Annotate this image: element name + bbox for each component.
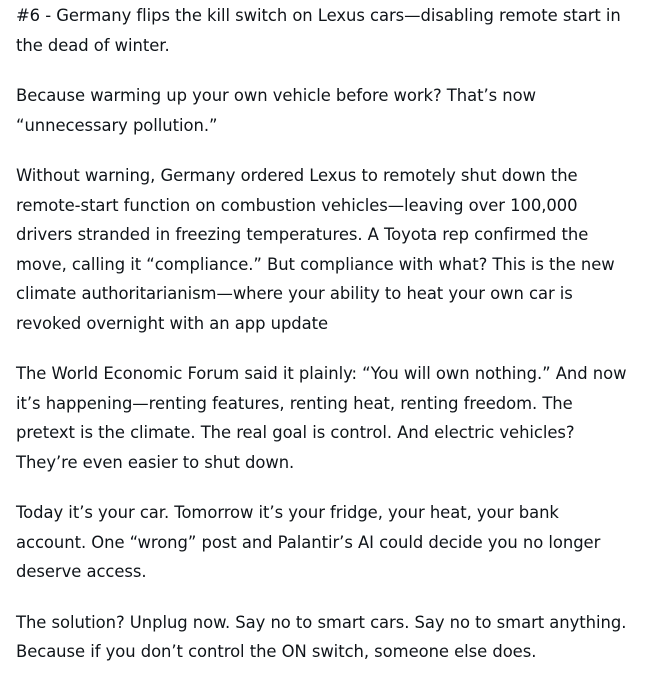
post-paragraph-1: #6 - Germany flips the kill switch on Lexus cars—disabling remote start in the dead of winter. [16,6,621,55]
post-paragraph-6: The solution? Unplug now. Say no to smart cars. Say no to smart anything. Because if you don’t control the ON switch, someone else does. [16,612,627,661]
post-paragraph-4: The World Economic Forum said it plainly: “You will own nothing.” And now it’s happening—renting features, renting heat, renting freedom. The pretext is the climate. The real goal is control. And electric vehicles? They’re even easier to shut down. [16,364,627,472]
post-paragraph-2: Because warming up your own vehicle before work? That’s now “unnecessary pollution.” [16,86,536,135]
post-paragraph-5: Today it’s your car. Tomorrow it’s your fridge, your heat, your bank account. One “wrong” post and Palantir’s AI could decide you no longer deserve access. [16,503,601,581]
post-paragraph-3: Without warning, Germany ordered Lexus to remotely shut down the remote-start function on combustion vehicles—leaving over 100,000 drivers stranded in freezing temperatures. A Toyota rep confirmed the move, calling it “compliance.” But compliance with what? This is the new climate authoritarianism—where your ability to heat your own car is revoked overnight with an app update [16,166,615,333]
